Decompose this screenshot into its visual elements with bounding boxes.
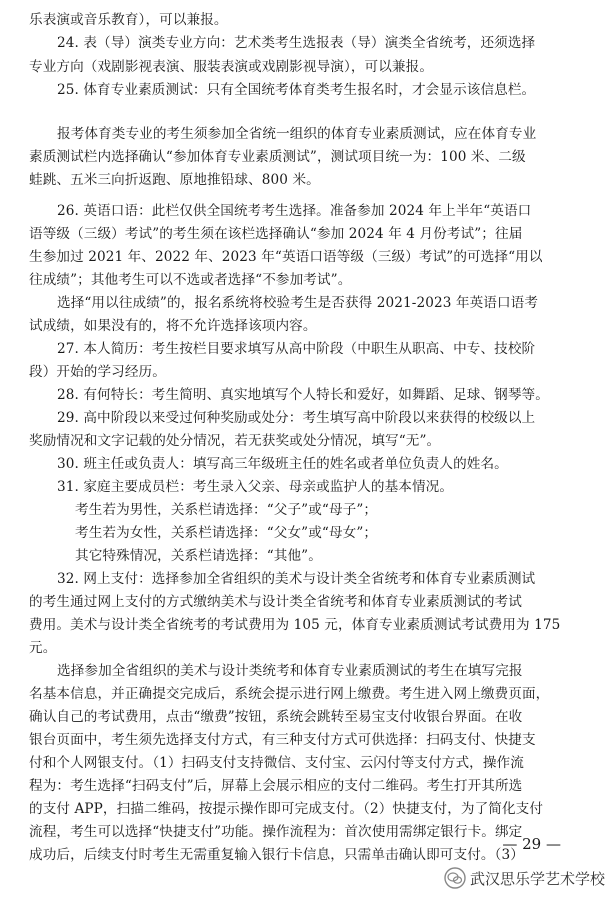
page-number: — 29 — (502, 835, 561, 853)
text-line: 试成绩，如果没有的，将不允许选择该项内容。 (29, 318, 317, 334)
wechat-icon (444, 867, 466, 889)
text-line: 的支付 APP，扫描二维码，按提示操作即可完成支付。（2）快捷支付，为了简化支付 (29, 801, 544, 817)
text-line: 专业方向（戏剧影视表演、服装表演或戏剧影视导演），可以兼报。 (29, 59, 434, 75)
text-line: 考生若为女性，关系栏请选择：“父女”或“母女”； (75, 525, 378, 541)
text-line: 29. 高中阶段以来受过何种奖励或处分：考生填写高中阶段以来获得的校级以上 (57, 410, 536, 426)
text-line: 奖励情况和文字记载的处分情况，若无获奖或处分情况，填写“无”。 (29, 433, 441, 449)
text-line: 27. 本人简历：考生按栏目要求填写从高中阶段（中职生从职高、中专、技校阶 (57, 341, 536, 357)
text-line: 流程，考生可以选择“快捷支付”功能。操作流程为：首次使用需绑定银行卡。绑定 (29, 824, 523, 840)
text-line: 生参加过 2021 年、2022 年、2023 年“英语口语等级（三级）考试”的可选择“用以 (29, 249, 543, 265)
text-line: 银台页面中，考生须先选择支付方式，有三种支付方式可供选择：扫码支付、快捷支 (29, 732, 536, 748)
text-line: 考生若为男性，关系栏请选择：“父子”或“母子”； (75, 502, 378, 518)
text-line: 费用。美术与设计类全省统考的考试费用为 105 元，体育专业素质测试考试费用为 175 (29, 617, 561, 633)
text-line: 乐表演或音乐教育），可以兼报。 (29, 12, 228, 28)
watermark (444, 866, 605, 890)
text-line: 付和个人网银支付。（1）扫码支付支持微信、支付宝、云闪付等支付方式，操作流 (29, 755, 524, 771)
text-line: 元。 (29, 640, 57, 656)
text-line: 素质测试栏内选择确认“参加体育专业素质测试”，测试项目统一为：100 米、二级 (29, 149, 526, 165)
text-line: 段）开始的学习经历。 (29, 364, 166, 380)
text-line: 确认自己的考试费用，点击“缴费”按钮，系统会跳转至易宝支付收银台界面。在收 (29, 709, 523, 725)
text-line: 31. 家庭主要成员栏：考生录入父亲、母亲或监护人的基本情况。 (57, 479, 454, 495)
text-line: 的考生通过网上支付的方式缴纳美术与设计类全省统考和体育专业素质测试的考试 (29, 594, 522, 610)
text-line: 名基本信息，并正确提交完成后，系统会提示进行网上缴费。考生进入网上缴费页面， (29, 686, 550, 702)
text-line: 语等级（三级）考试”的考生须在该栏选择确认“参加 2024 年 4 月份考试”；往届 (29, 226, 523, 242)
text-line: 32. 网上支付：选择参加全省组织的美术与设计类全省统考和体育专业素质测试 (57, 571, 536, 587)
watermark-text: 武汉思乐学艺术学校 (469, 869, 605, 888)
text-line: 30. 班主任或负责人：填写高三年级班主任的姓名或者单位负责人的姓名。 (57, 456, 508, 472)
text-line: 25. 体育专业素质测试：只有全国统考体育类考生报名时，才会显示该信息栏。 (57, 82, 536, 98)
text-line: 往成绩”；其他考生可以不选或者选择“不参加考试”。 (29, 272, 352, 288)
text-line: 其它特殊情况，关系栏请选择：“其他”。 (75, 548, 322, 564)
text-line: 选择“用以往成绩”的，报名系统将校验考生是否获得 2021-2023 年英语口语考 (57, 295, 539, 311)
text-line: 蛙跳、五米三向折返跑、原地推铅球、800 米。 (29, 172, 320, 188)
text-line: 成功后，后续支付时考生无需重复输入银行卡信息，只需单击确认即可支付。（3） (29, 847, 524, 863)
text-line: 程为：考生选择“扫码支付”后，屏幕上会展示相应的支付二维码。考生打开其所选 (29, 778, 523, 794)
text-line: 28. 有何特长：考生简明、真实地填写个人特长和爱好，如舞蹈、足球、钢琴等。 (57, 387, 549, 403)
text-line: 报考体育类专业的考生须参加全省统一组织的体育专业素质测试，应在体育专业 (57, 126, 537, 142)
text-line: 24. 表（导）演类专业方向：艺术类考生选报表（导）演类全省统考，还须选择 (57, 35, 536, 51)
text-line: 26. 英语口语：此栏仅供全国统考考生选择。准备参加 2024 年上半年“英语口 (57, 203, 532, 219)
text-line: 选择参加全省组织的美术与设计类统考和体育专业素质测试的考生在填写完报 (57, 663, 523, 679)
